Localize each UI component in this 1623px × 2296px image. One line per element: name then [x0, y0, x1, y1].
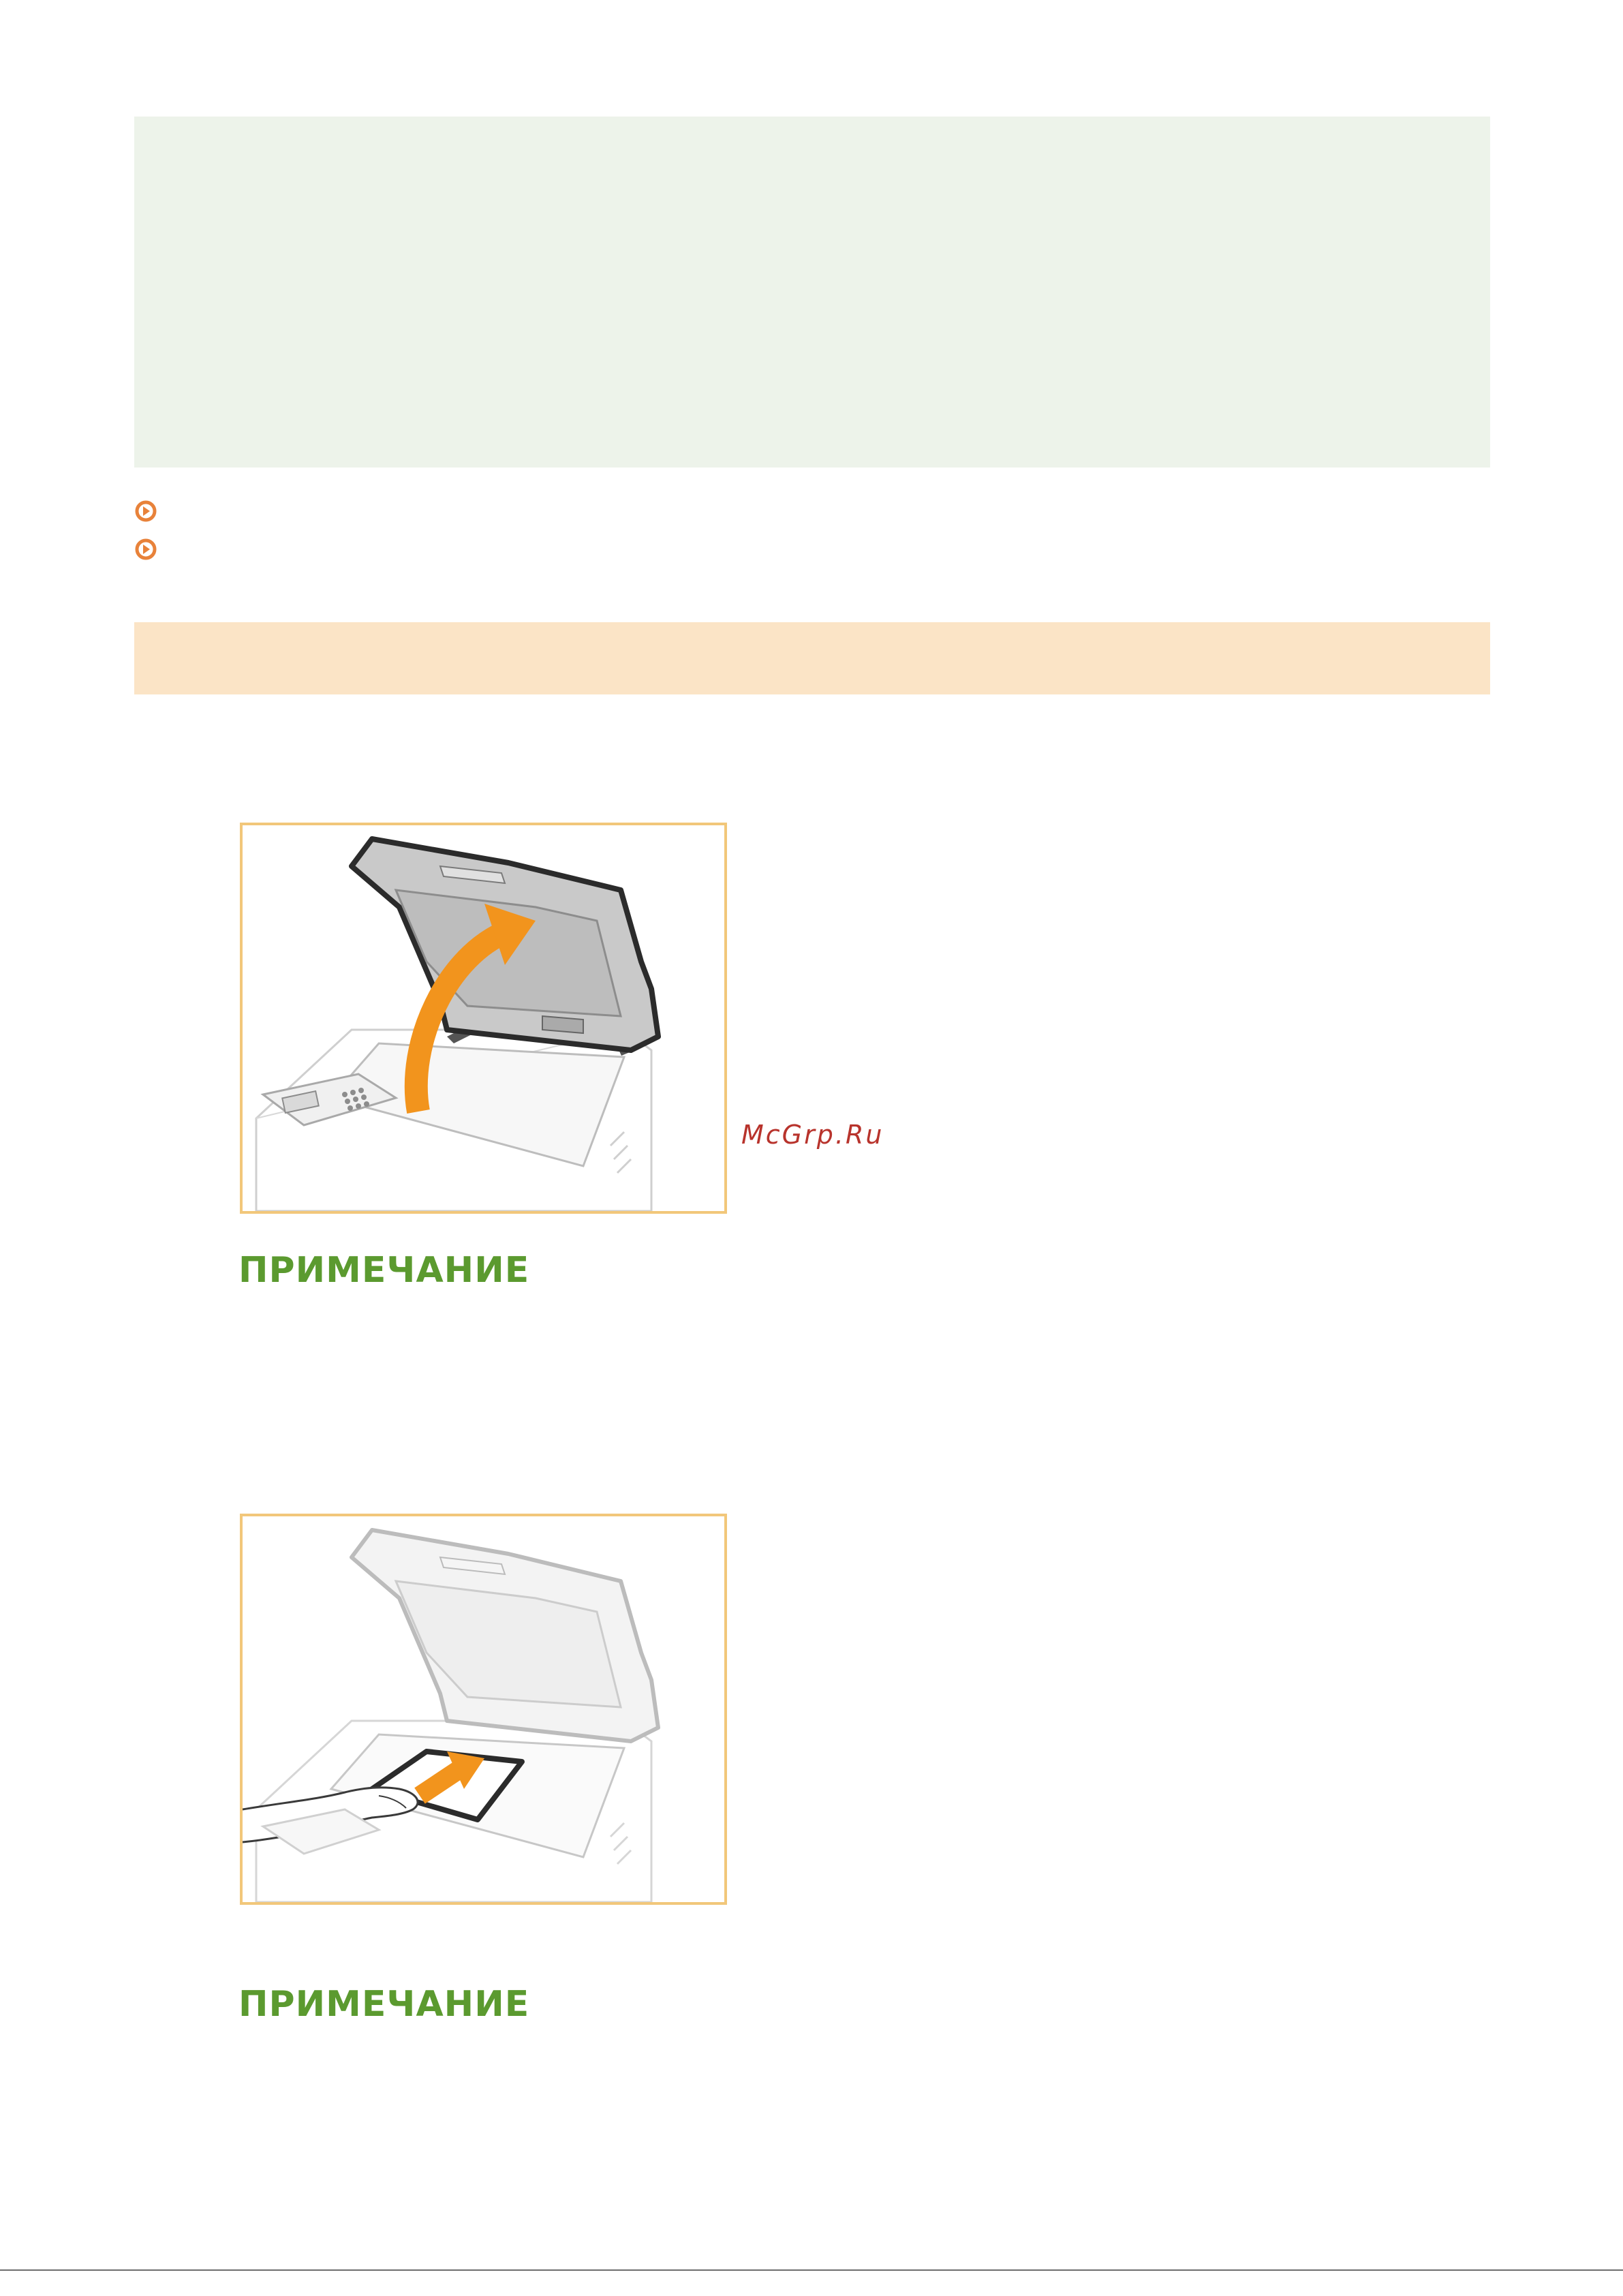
link-arrow-icon — [134, 500, 157, 523]
link-item[interactable] — [134, 538, 161, 561]
footer-divider — [0, 2269, 1623, 2271]
place-original-illustration — [240, 1514, 727, 1905]
note-heading: ПРИМЕЧАНИЕ — [238, 1984, 530, 2025]
link-arrow-icon — [134, 538, 157, 561]
link-item[interactable] — [134, 500, 161, 523]
section-header-bar — [134, 622, 1490, 694]
open-feeder-illustration — [240, 823, 727, 1214]
note-box — [134, 117, 1490, 468]
note-heading: ПРИМЕЧАНИЕ — [238, 1250, 530, 1291]
watermark-text: McGrp.Ru — [741, 1120, 884, 1150]
